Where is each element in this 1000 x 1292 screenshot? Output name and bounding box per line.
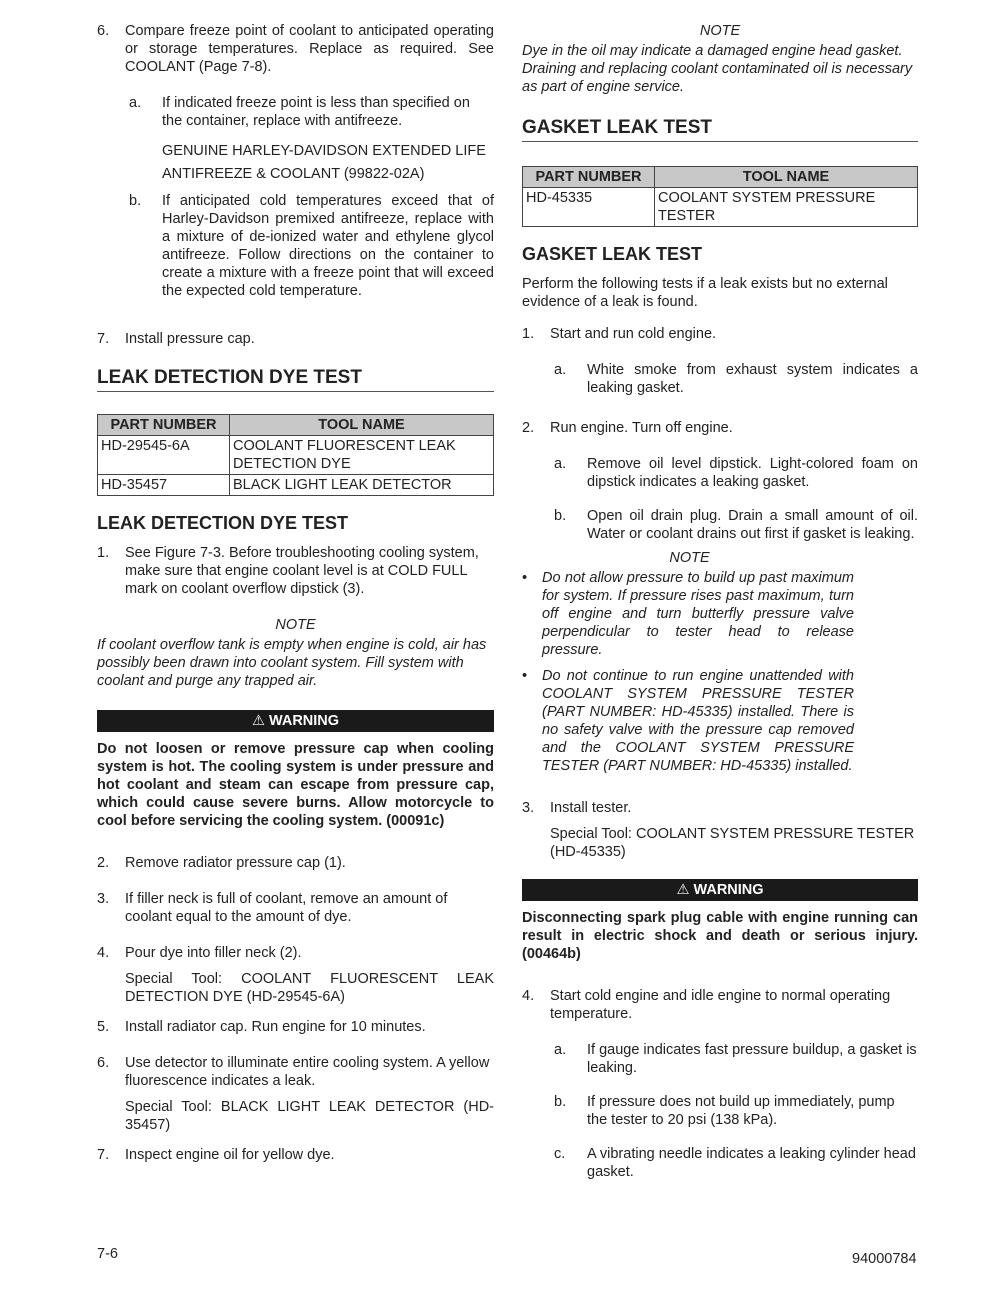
sub-item — [522, 1145, 918, 1181]
list-item — [522, 419, 918, 437]
item-text: Remove radiator pressure cap (1). — [125, 855, 346, 871]
table-cell: COOLANT SYSTEM PRESSURE TESTER — [655, 188, 918, 227]
item-number: 2. — [97, 855, 110, 871]
note-title: NOTE — [669, 550, 710, 566]
table-header: TOOL NAME — [655, 167, 918, 188]
bullet-dot: • — [522, 570, 528, 586]
list-item — [522, 325, 918, 343]
table-cell: HD-29545-6A — [98, 436, 230, 475]
tool-table — [522, 166, 918, 227]
left-column — [97, 22, 494, 1182]
item-text: Compare freeze point of coolant to anticipated operating or storage temperatures. Replace as required. See COOLANT (Page 7-8). — [125, 23, 494, 75]
sub-item — [522, 361, 918, 397]
table-header: TOOL NAME — [230, 415, 494, 436]
item-text: Use detector to illuminate entire cooling system. A yellow fluorescence indicates a leak. — [125, 1055, 490, 1089]
list-item — [97, 22, 494, 76]
item-text: If anticipated cold temperatures exceed that of Harley-Davidson premixed antifreeze, replace with a mixture of de-ionized water and ethylene glycol antifreeze. Follow directions on the container to create a mixture with a freeze point that will exceed the expected cold temperature. — [162, 193, 494, 299]
list-item — [97, 890, 494, 926]
list-item — [97, 944, 494, 1006]
special-tool: Special Tool: BLACK LIGHT LEAK DETECTOR (HD-35457) — [125, 1099, 494, 1133]
list-item — [97, 1018, 494, 1036]
table-row — [98, 436, 494, 475]
sub-item — [522, 1093, 918, 1129]
document-number: 94000784 — [852, 1251, 917, 1267]
item-letter: c. — [554, 1146, 566, 1162]
list-item — [522, 799, 918, 861]
table-header: PART NUMBER — [523, 167, 655, 188]
sub-item — [97, 192, 494, 300]
warning-banner: ⚠ WARNING — [97, 710, 494, 732]
item-letter: b. — [129, 193, 142, 209]
item-text: If pressure does not build up immediately, pump the tester to 20 psi (138 kPa). — [587, 1094, 895, 1128]
table-cell: HD-45335 — [523, 188, 655, 227]
item-text: If indicated freeze point is less than specified on the container, replace with antifreeze. — [162, 95, 470, 129]
item-number: 3. — [97, 891, 110, 907]
item-number: 7. — [97, 1147, 110, 1163]
note-bullet: • Do not continue to run engine unattended with COOLANT SYSTEM PRESSURE TESTER (PART NUMBER: HD-45335) installed. There is no safety valve with the pressure cap removed and the COOLANT SYSTEM PRESSURE TESTER (PART NUMBER: HD-45335) installed. — [522, 668, 854, 774]
list-item — [97, 330, 494, 348]
item-letter: a. — [554, 456, 567, 472]
item-text: Open oil drain plug. Drain a small amount of oil. Water or coolant drains out first if gasket is leaking. — [587, 508, 918, 542]
item-text: Start and run cold engine. — [550, 326, 717, 342]
item-text: Install pressure cap. — [125, 331, 255, 347]
note-title: NOTE — [699, 23, 741, 39]
sub-item — [522, 507, 918, 543]
item-letter: b. — [554, 508, 567, 524]
right-column — [522, 22, 918, 1197]
table-row — [98, 475, 494, 496]
sub-item — [97, 94, 494, 130]
special-tool: Special Tool: COOLANT SYSTEM PRESSURE TESTER (HD-45335) — [550, 826, 915, 860]
note-title: NOTE — [275, 617, 316, 633]
item-number: 3. — [522, 800, 535, 816]
item-number: 2. — [522, 420, 535, 436]
warning-text: Disconnecting spark plug cable with engine running can result in electric shock and death or serious injury. (00464b) — [522, 910, 918, 962]
item-number: 7. — [97, 331, 110, 347]
list-item — [97, 544, 494, 598]
item-text: Remove oil level dipstick. Light-colored foam on dipstick indicates a leaking gasket. — [587, 456, 918, 490]
section-heading: LEAK DETECTION DYE TEST — [97, 366, 494, 392]
product-name: GENUINE HARLEY-DAVIDSON EXTENDED LIFE ANTIFREEZE & COOLANT (99822-02A) — [162, 143, 486, 182]
item-number: 5. — [97, 1019, 110, 1035]
note-bullet: • Do not allow pressure to build up past maximum for system. If pressure rises past maximum, turn off engine and turn butterfly pressure valve perpendicular to tester head to release pressure. — [522, 570, 854, 658]
section-subheading: LEAK DETECTION DYE TEST — [97, 513, 349, 533]
section-subheading: GASKET LEAK TEST — [522, 244, 703, 264]
tool-table — [97, 414, 494, 496]
item-text: Inspect engine oil for yellow dye. — [125, 1147, 335, 1163]
item-text: If filler neck is full of coolant, remove an amount of coolant equal to the amount of dye. — [125, 891, 448, 925]
item-text: Pour dye into filler neck (2). — [125, 945, 302, 961]
sub-item — [522, 1041, 918, 1077]
item-letter: b. — [554, 1094, 567, 1110]
item-number: 6. — [97, 1055, 110, 1071]
item-text: Run engine. Turn off engine. — [550, 420, 733, 436]
item-number: 4. — [97, 945, 110, 961]
note-text: Dye in the oil may indicate a damaged engine head gasket. Draining and replacing coolant contaminated oil is necessary as part of engine service. — [522, 43, 913, 95]
table-header: PART NUMBER — [98, 415, 230, 436]
item-text: Start cold engine and idle engine to normal operating temperature. — [550, 988, 891, 1022]
list-item — [522, 987, 918, 1023]
bullet-dot: • — [522, 668, 528, 684]
note-text: If coolant overflow tank is empty when engine is cold, air has possibly been drawn into coolant system. Fill system with coolant and purge any trapped air. — [97, 637, 487, 689]
item-text: If gauge indicates fast pressure buildup, a gasket is leaking. — [587, 1042, 917, 1076]
item-number: 1. — [97, 545, 110, 561]
item-number: 1. — [522, 326, 535, 342]
table-row — [523, 188, 918, 227]
warning-text: Do not loosen or remove pressure cap when cooling system is hot. The cooling system is under pressure and hot coolant and steam can escape from pressure cap, which could cause severe burns. Allow motorcycle to cool before servicing the cooling system. (00091c) — [97, 741, 494, 829]
table-cell: BLACK LIGHT LEAK DETECTOR — [230, 475, 494, 496]
item-letter: a. — [554, 362, 567, 378]
special-tool: Special Tool: COOLANT FLUORESCENT LEAK DETECTION DYE (HD-29545-6A) — [125, 971, 494, 1005]
item-letter: a. — [554, 1042, 567, 1058]
list-item — [97, 854, 494, 872]
table-cell: COOLANT FLUORESCENT LEAK DETECTION DYE — [230, 436, 494, 475]
item-text: A vibrating needle indicates a leaking cylinder head gasket. — [587, 1146, 916, 1180]
item-number: 6. — [97, 23, 110, 39]
intro-text: Perform the following tests if a leak exists but no external evidence of a leak is found. — [522, 276, 888, 310]
item-text: Install radiator cap. Run engine for 10 minutes. — [125, 1019, 426, 1035]
item-text: See Figure 7-3. Before troubleshooting cooling system, make sure that engine coolant level is at COLD FULL mark on coolant overflow dipstick (3). — [125, 545, 479, 597]
warning-banner: ⚠ WARNING — [522, 879, 918, 901]
item-text: Install tester. — [550, 800, 632, 816]
list-item — [97, 1054, 494, 1134]
section-heading: GASKET LEAK TEST — [522, 116, 918, 142]
table-cell: HD-35457 — [98, 475, 230, 496]
item-text: White smoke from exhaust system indicates a leaking gasket. — [587, 362, 918, 396]
page-number: 7-6 — [97, 1246, 118, 1262]
sub-item — [522, 455, 918, 491]
item-letter: a. — [129, 95, 142, 111]
item-number: 4. — [522, 988, 535, 1004]
list-item — [97, 1146, 494, 1164]
